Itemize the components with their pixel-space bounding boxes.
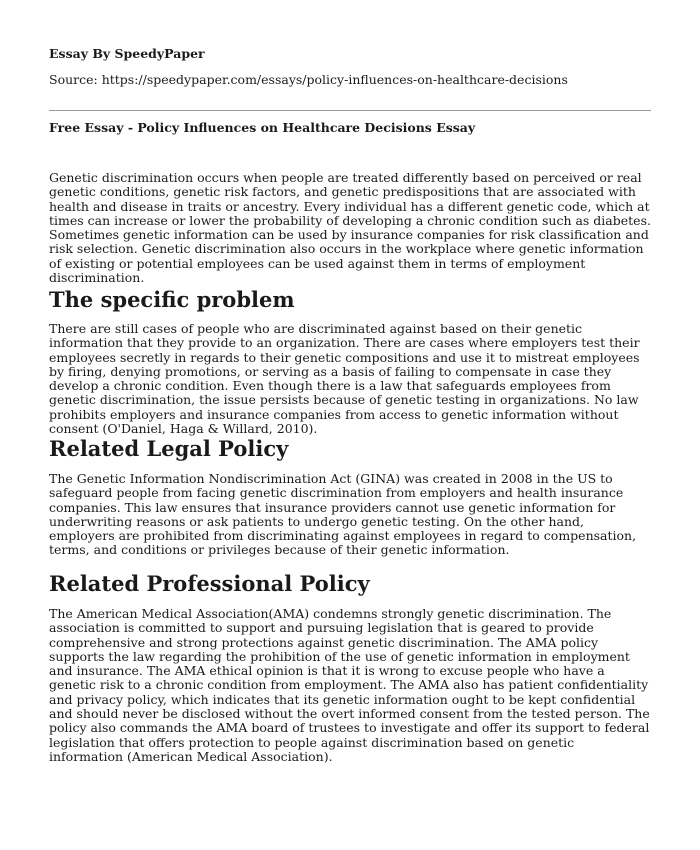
document-header-title: Essay By SpeedyPaper — [49, 46, 205, 61]
essay-title: Free Essay - Policy Influences on Healthcare Decisions Essay — [49, 120, 476, 135]
intro-paragraph: Genetic discrimination occurs when people are treated differently based on perceived or real genetic conditions, genetic risk factors, and genetic predispositions that are associated with health and disease in traits or ancestry. Every individual has a different genetic code, which at times can increase or lower the probability of developing a chronic condition such as diabetes. Sometimes genetic information can be used by insurance companies for risk classification and risk selection. Genetic discrimination also occurs in the workplace where genetic information of existing or potential employees can be used against them in terms of employment discrimination. — [49, 170, 651, 286]
section-body-professional-policy: The American Medical Association(AMA) condemns strongly genetic discrimination. The association is committed to support and pursuing legislation that is geared to provide comprehensive and strong protections against genetic discrimination. The AMA policy supports the law regarding the prohibition of the use of genetic information in employment and insurance. The AMA ethical opinion is that it is wrong to excuse people who have a genetic risk to a chronic condition from employment. The AMA also has patient confidentiality and privacy policy, which indicates that its genetic information ought to be kept confidential and should never be disclosed without the overt informed consent from the tested person. The policy also commands the AMA board of trustees to investigate and offer its support to federal legislation that offers protection to people against discrimination based on genetic information (American Medical Association). — [49, 606, 650, 764]
section-heading-legal-policy: Related Legal Policy — [49, 436, 289, 461]
section-heading-specific-problem: The specific problem — [49, 287, 295, 312]
header-divider — [49, 110, 651, 111]
section-heading-professional-policy: Related Professional Policy — [49, 571, 370, 596]
section-body-legal-policy: The Genetic Information Nondiscrimination Act (GINA) was created in 2008 in the US to safeguard people from facing genetic discrimination from employers and health insurance companies. This law ensures that insurance providers cannot use genetic information for underwriting reasons or ask patients to undergo genetic testing. On the other hand, employers are prohibited from discriminating against employees in regard to compensation, terms, and conditions or privileges because of their genetic information. — [49, 471, 637, 558]
source-url[interactable]: Source: https://speedypaper.com/essays/policy-influences-on-healthcare-decisions — [49, 72, 568, 87]
section-body-specific-problem: There are still cases of people who are discriminated against based on their genetic information that they provide to an organization. There are cases where employers test their employees secretly in regards to their genetic compositions and use it to mistreat employees by firing, denying promotions, or serving as a basis of failing to compensate in case they develop a chronic condition. Even though there is a law that safeguards employees from genetic discrimination, the issue persists because of genetic testing in organizations. No law prohibits employers and insurance companies from access to genetic information without consent (O'Daniel, Haga & Willard, 2010). — [49, 321, 640, 437]
